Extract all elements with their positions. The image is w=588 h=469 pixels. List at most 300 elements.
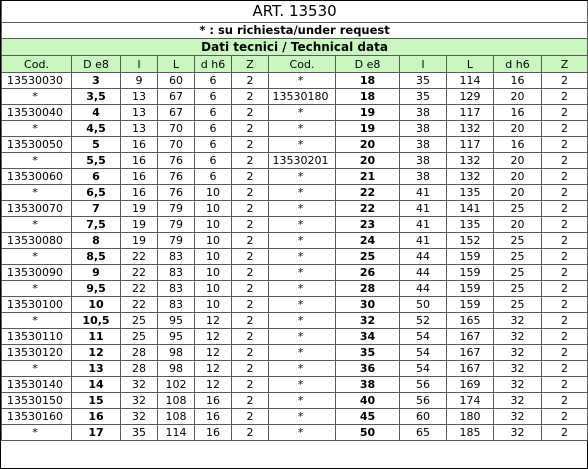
cell-flutes: 2: [232, 409, 269, 425]
cell-diameter: 13: [72, 361, 121, 377]
cell-flutes: 2: [542, 153, 588, 169]
cell-shank-diameter: 20: [494, 153, 542, 169]
cell-shank-diameter: 16: [494, 137, 542, 153]
cell-flutes: 2: [232, 265, 269, 281]
table-row: [2, 393, 588, 409]
cell-diameter: 3,5: [72, 89, 121, 105]
cell-flutes: 2: [542, 313, 588, 329]
cell-cut-length: 25: [121, 313, 158, 329]
cell-flutes: 2: [542, 73, 588, 89]
cell-flutes: 2: [542, 409, 588, 425]
cell-total-length: 159: [447, 297, 494, 313]
table-row: [2, 105, 588, 121]
col-header-cod: Cod.: [269, 56, 336, 73]
cell-total-length: 132: [447, 153, 494, 169]
cell-shank-diameter: 16: [195, 425, 232, 441]
cell-code: *: [2, 361, 72, 377]
table-row: [2, 249, 588, 265]
table-row: [2, 409, 588, 425]
cell-shank-diameter: 10: [195, 281, 232, 297]
cell-flutes: 2: [542, 265, 588, 281]
cell-total-length: 117: [447, 137, 494, 153]
cell-flutes: 2: [542, 297, 588, 313]
cell-shank-diameter: 20: [494, 169, 542, 185]
col-header-cod: Cod.: [2, 56, 72, 73]
cell-flutes: 2: [542, 89, 588, 105]
cell-diameter: 15: [72, 393, 121, 409]
cell-shank-diameter: 10: [195, 249, 232, 265]
cell-cut-length: 54: [400, 345, 447, 361]
table-row: [2, 265, 588, 281]
cell-flutes: 2: [542, 249, 588, 265]
cell-diameter: 20: [336, 137, 400, 153]
cell-flutes: 2: [232, 297, 269, 313]
cell-code: 13530090: [2, 265, 72, 281]
cell-diameter: 11: [72, 329, 121, 345]
cell-shank-diameter: 25: [494, 281, 542, 297]
cell-cut-length: 38: [400, 121, 447, 137]
table-row: [2, 89, 588, 105]
col-header-z: Z: [542, 56, 588, 73]
cell-code: 13530060: [2, 169, 72, 185]
cell-flutes: 2: [232, 377, 269, 393]
cell-diameter: 35: [336, 345, 400, 361]
cell-diameter: 16: [72, 409, 121, 425]
table-row: [2, 329, 588, 345]
cell-shank-diameter: 10: [195, 185, 232, 201]
cell-flutes: 2: [232, 153, 269, 169]
table-row: [2, 361, 588, 377]
cell-code: *: [269, 345, 336, 361]
cell-cut-length: 32: [121, 377, 158, 393]
cell-code: *: [2, 89, 72, 105]
cell-diameter: 10: [72, 297, 121, 313]
cell-flutes: 2: [542, 345, 588, 361]
cell-cut-length: 16: [121, 185, 158, 201]
cell-code: *: [269, 297, 336, 313]
cell-code: 13530201: [269, 153, 336, 169]
cell-total-length: 79: [158, 233, 195, 249]
cell-cut-length: 41: [400, 217, 447, 233]
cell-shank-diameter: 6: [195, 105, 232, 121]
col-header-de8: D e8: [72, 56, 121, 73]
cell-shank-diameter: 25: [494, 297, 542, 313]
cell-total-length: 132: [447, 169, 494, 185]
cell-total-length: 70: [158, 137, 195, 153]
cell-total-length: 185: [447, 425, 494, 441]
cell-shank-diameter: 6: [195, 121, 232, 137]
cell-code: *: [2, 249, 72, 265]
cell-cut-length: 13: [121, 89, 158, 105]
cell-diameter: 17: [72, 425, 121, 441]
cell-cut-length: 44: [400, 281, 447, 297]
cell-flutes: 2: [542, 329, 588, 345]
cell-flutes: 2: [232, 249, 269, 265]
table-row: [2, 233, 588, 249]
cell-flutes: 2: [542, 105, 588, 121]
cell-code: *: [269, 313, 336, 329]
cell-total-length: 114: [447, 73, 494, 89]
cell-flutes: 2: [232, 393, 269, 409]
cell-total-length: 79: [158, 217, 195, 233]
cell-code: *: [269, 361, 336, 377]
cell-cut-length: 44: [400, 265, 447, 281]
cell-diameter: 24: [336, 233, 400, 249]
cell-total-length: 67: [158, 105, 195, 121]
cell-flutes: 2: [232, 137, 269, 153]
cell-cut-length: 25: [121, 329, 158, 345]
cell-total-length: 83: [158, 249, 195, 265]
cell-cut-length: 28: [121, 345, 158, 361]
cell-cut-length: 54: [400, 361, 447, 377]
cell-diameter: 50: [336, 425, 400, 441]
cell-shank-diameter: 25: [494, 201, 542, 217]
cell-cut-length: 38: [400, 153, 447, 169]
cell-cut-length: 60: [400, 409, 447, 425]
cell-shank-diameter: 25: [494, 233, 542, 249]
cell-total-length: 165: [447, 313, 494, 329]
cell-shank-diameter: 6: [195, 153, 232, 169]
cell-cut-length: 65: [400, 425, 447, 441]
cell-total-length: 70: [158, 121, 195, 137]
cell-flutes: 2: [232, 329, 269, 345]
cell-total-length: 98: [158, 345, 195, 361]
cell-cut-length: 13: [121, 105, 158, 121]
cell-shank-diameter: 12: [195, 377, 232, 393]
cell-cut-length: 28: [121, 361, 158, 377]
cell-cut-length: 35: [121, 425, 158, 441]
cell-total-length: 67: [158, 89, 195, 105]
cell-shank-diameter: 32: [494, 345, 542, 361]
cell-total-length: 83: [158, 297, 195, 313]
cell-flutes: 2: [232, 105, 269, 121]
cell-diameter: 18: [336, 89, 400, 105]
section-title: Dati tecnici / Technical data: [2, 39, 588, 56]
cell-diameter: 6: [72, 169, 121, 185]
cell-shank-diameter: 16: [195, 393, 232, 409]
cell-total-length: 141: [447, 201, 494, 217]
cell-shank-diameter: 25: [494, 265, 542, 281]
cell-diameter: 4,5: [72, 121, 121, 137]
cell-flutes: 2: [542, 377, 588, 393]
cell-cut-length: 54: [400, 329, 447, 345]
cell-code: 13530040: [2, 105, 72, 121]
cell-diameter: 28: [336, 281, 400, 297]
cell-shank-diameter: 16: [494, 105, 542, 121]
cell-diameter: 5: [72, 137, 121, 153]
cell-shank-diameter: 20: [494, 185, 542, 201]
cell-code: *: [2, 425, 72, 441]
cell-shank-diameter: 10: [195, 297, 232, 313]
cell-code: *: [2, 153, 72, 169]
cell-flutes: 2: [232, 345, 269, 361]
cell-cut-length: 16: [121, 169, 158, 185]
cell-diameter: 19: [336, 121, 400, 137]
table-row: [2, 185, 588, 201]
cell-cut-length: 16: [121, 137, 158, 153]
col-header-L: L: [447, 56, 494, 73]
cell-shank-diameter: 32: [494, 313, 542, 329]
cell-total-length: 102: [158, 377, 195, 393]
cell-total-length: 159: [447, 281, 494, 297]
cell-cut-length: 50: [400, 297, 447, 313]
cell-diameter: 5,5: [72, 153, 121, 169]
cell-code: 13530070: [2, 201, 72, 217]
cell-diameter: 45: [336, 409, 400, 425]
cell-total-length: 117: [447, 105, 494, 121]
cell-total-length: 129: [447, 89, 494, 105]
cell-flutes: 2: [542, 217, 588, 233]
cell-cut-length: 19: [121, 233, 158, 249]
cell-total-length: 108: [158, 409, 195, 425]
cell-cut-length: 19: [121, 217, 158, 233]
cell-total-length: 180: [447, 409, 494, 425]
cell-code: *: [269, 377, 336, 393]
cell-code: *: [269, 329, 336, 345]
cell-cut-length: 32: [121, 409, 158, 425]
cell-code: 13530110: [2, 329, 72, 345]
cell-cut-length: 9: [121, 73, 158, 89]
cell-total-length: 60: [158, 73, 195, 89]
cell-total-length: 135: [447, 185, 494, 201]
cell-total-length: 76: [158, 169, 195, 185]
cell-code: *: [269, 201, 336, 217]
cell-code: *: [269, 217, 336, 233]
cell-cut-length: 41: [400, 233, 447, 249]
cell-diameter: 18: [336, 73, 400, 89]
cell-code: 13530180: [269, 89, 336, 105]
cell-shank-diameter: 20: [494, 89, 542, 105]
cell-diameter: 21: [336, 169, 400, 185]
cell-shank-diameter: 10: [195, 233, 232, 249]
cell-code: *: [269, 169, 336, 185]
cell-code: *: [269, 249, 336, 265]
cell-cut-length: 22: [121, 281, 158, 297]
cell-total-length: 159: [447, 265, 494, 281]
request-note: * : su richiesta/under request: [2, 23, 588, 39]
cell-diameter: 4: [72, 105, 121, 121]
cell-diameter: 7: [72, 201, 121, 217]
table-row: [2, 377, 588, 393]
cell-shank-diameter: 16: [195, 409, 232, 425]
cell-code: *: [269, 425, 336, 441]
cell-flutes: 2: [542, 361, 588, 377]
cell-flutes: 2: [542, 425, 588, 441]
cell-shank-diameter: 12: [195, 345, 232, 361]
cell-code: *: [269, 393, 336, 409]
cell-diameter: 36: [336, 361, 400, 377]
table-row: [2, 121, 588, 137]
cell-cut-length: 22: [121, 265, 158, 281]
cell-code: 13530100: [2, 297, 72, 313]
cell-total-length: 167: [447, 345, 494, 361]
col-header-de8: D e8: [336, 56, 400, 73]
cell-flutes: 2: [542, 281, 588, 297]
table-row: [2, 345, 588, 361]
cell-diameter: 22: [336, 185, 400, 201]
cell-cut-length: 35: [400, 89, 447, 105]
cell-total-length: 95: [158, 329, 195, 345]
column-header-row: [2, 56, 588, 73]
cell-cut-length: 19: [121, 201, 158, 217]
cell-flutes: 2: [232, 233, 269, 249]
cell-total-length: 98: [158, 361, 195, 377]
table-row: [2, 425, 588, 441]
cell-total-length: 114: [158, 425, 195, 441]
cell-diameter: 19: [336, 105, 400, 121]
cell-shank-diameter: 12: [195, 313, 232, 329]
cell-shank-diameter: 12: [195, 329, 232, 345]
cell-cut-length: 38: [400, 137, 447, 153]
cell-diameter: 40: [336, 393, 400, 409]
cell-diameter: 8: [72, 233, 121, 249]
cell-code: 13530080: [2, 233, 72, 249]
cell-cut-length: 32: [121, 393, 158, 409]
cell-shank-diameter: 32: [494, 409, 542, 425]
cell-shank-diameter: 12: [195, 361, 232, 377]
cell-flutes: 2: [232, 281, 269, 297]
cell-cut-length: 16: [121, 153, 158, 169]
cell-code: *: [2, 281, 72, 297]
cell-cut-length: 41: [400, 185, 447, 201]
cell-flutes: 2: [232, 361, 269, 377]
cell-total-length: 95: [158, 313, 195, 329]
cell-cut-length: 22: [121, 297, 158, 313]
cell-diameter: 7,5: [72, 217, 121, 233]
cell-cut-length: 56: [400, 393, 447, 409]
table-row: [2, 201, 588, 217]
table-row: [2, 217, 588, 233]
table-row: [2, 169, 588, 185]
cell-cut-length: 13: [121, 121, 158, 137]
cell-diameter: 23: [336, 217, 400, 233]
cell-total-length: 76: [158, 185, 195, 201]
cell-diameter: 14: [72, 377, 121, 393]
cell-flutes: 2: [232, 73, 269, 89]
cell-code: *: [2, 217, 72, 233]
cell-shank-diameter: 20: [494, 217, 542, 233]
cell-code: *: [269, 409, 336, 425]
cell-diameter: 8,5: [72, 249, 121, 265]
cell-total-length: 79: [158, 201, 195, 217]
cell-flutes: 2: [542, 201, 588, 217]
cell-total-length: 135: [447, 217, 494, 233]
col-header-l: l: [121, 56, 158, 73]
cell-diameter: 34: [336, 329, 400, 345]
cell-shank-diameter: 32: [494, 329, 542, 345]
cell-total-length: 167: [447, 329, 494, 345]
cell-shank-diameter: 25: [494, 249, 542, 265]
table-row: [2, 73, 588, 89]
cell-diameter: 9: [72, 265, 121, 281]
cell-code: 13530140: [2, 377, 72, 393]
cell-flutes: 2: [232, 425, 269, 441]
cell-diameter: 32: [336, 313, 400, 329]
cell-code: 13530160: [2, 409, 72, 425]
cell-code: 13530150: [2, 393, 72, 409]
cell-total-length: 169: [447, 377, 494, 393]
col-header-dh6: d h6: [195, 56, 232, 73]
cell-flutes: 2: [232, 201, 269, 217]
cell-diameter: 10,5: [72, 313, 121, 329]
col-header-L: L: [158, 56, 195, 73]
article-title: ART. 13530: [2, 1, 588, 23]
cell-flutes: 2: [232, 313, 269, 329]
cell-diameter: 12: [72, 345, 121, 361]
cell-shank-diameter: 10: [195, 265, 232, 281]
cell-flutes: 2: [542, 233, 588, 249]
cell-shank-diameter: 32: [494, 361, 542, 377]
table-row: [2, 137, 588, 153]
cell-cut-length: 38: [400, 169, 447, 185]
cell-shank-diameter: 20: [494, 121, 542, 137]
cell-total-length: 76: [158, 153, 195, 169]
cell-cut-length: 35: [400, 73, 447, 89]
cell-shank-diameter: 10: [195, 217, 232, 233]
cell-cut-length: 41: [400, 201, 447, 217]
cell-diameter: 20: [336, 153, 400, 169]
cell-flutes: 2: [232, 185, 269, 201]
cell-code: 13530050: [2, 137, 72, 153]
cell-flutes: 2: [232, 169, 269, 185]
cell-shank-diameter: 6: [195, 89, 232, 105]
cell-shank-diameter: 32: [494, 425, 542, 441]
cell-code: *: [269, 281, 336, 297]
cell-total-length: 167: [447, 361, 494, 377]
cell-shank-diameter: 6: [195, 73, 232, 89]
cell-code: 13530120: [2, 345, 72, 361]
cell-cut-length: 22: [121, 249, 158, 265]
table-row: [2, 297, 588, 313]
cell-diameter: 22: [336, 201, 400, 217]
table-row: [2, 281, 588, 297]
cell-total-length: 174: [447, 393, 494, 409]
cell-flutes: 2: [542, 121, 588, 137]
cell-cut-length: 44: [400, 249, 447, 265]
cell-code: *: [269, 137, 336, 153]
technical-data-table: [1, 1, 588, 441]
cell-code: 13530030: [2, 73, 72, 89]
cell-shank-diameter: 32: [494, 393, 542, 409]
cell-code: *: [269, 233, 336, 249]
col-header-z: Z: [232, 56, 269, 73]
cell-diameter: 9,5: [72, 281, 121, 297]
table-row: [2, 313, 588, 329]
cell-total-length: 83: [158, 281, 195, 297]
cell-diameter: 6,5: [72, 185, 121, 201]
cell-total-length: 83: [158, 265, 195, 281]
cell-total-length: 152: [447, 233, 494, 249]
cell-code: *: [2, 185, 72, 201]
cell-cut-length: 52: [400, 313, 447, 329]
cell-code: *: [2, 121, 72, 137]
cell-cut-length: 56: [400, 377, 447, 393]
cell-flutes: 2: [232, 217, 269, 233]
cell-flutes: 2: [232, 89, 269, 105]
cell-flutes: 2: [542, 137, 588, 153]
cell-code: *: [2, 313, 72, 329]
col-header-dh6: d h6: [494, 56, 542, 73]
cell-code: *: [269, 265, 336, 281]
cell-diameter: 3: [72, 73, 121, 89]
cell-diameter: 30: [336, 297, 400, 313]
cell-total-length: 159: [447, 249, 494, 265]
cell-shank-diameter: 16: [494, 73, 542, 89]
cell-diameter: 26: [336, 265, 400, 281]
cell-flutes: 2: [542, 393, 588, 409]
col-header-l: l: [400, 56, 447, 73]
cell-code: *: [269, 121, 336, 137]
